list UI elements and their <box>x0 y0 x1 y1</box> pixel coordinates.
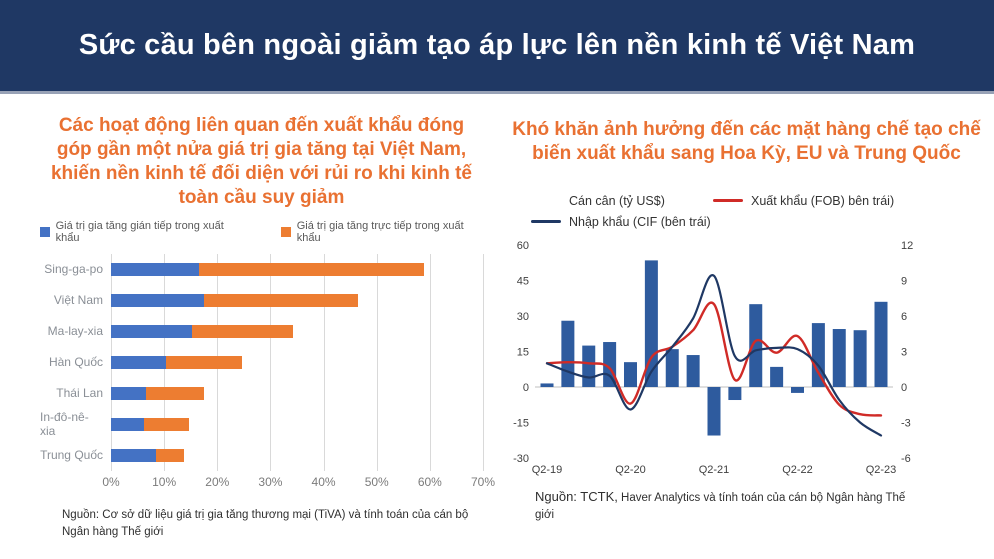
left-axis-tick: 30 <box>516 310 529 323</box>
bar-segment <box>146 387 204 400</box>
balance-bar <box>561 321 574 387</box>
left-chart-x-axis <box>102 473 496 491</box>
balance-bar <box>854 330 867 387</box>
x-tick-label: Q2-19 <box>531 463 563 476</box>
legend-item-balance <box>531 194 713 208</box>
category-label: Việt Nam <box>53 293 103 308</box>
right-axis-tick: -6 <box>901 452 911 465</box>
x-tick-label: 40% <box>311 474 336 489</box>
right-panel <box>497 94 994 541</box>
right-chart-legend <box>531 194 988 229</box>
bar-segment <box>204 294 358 307</box>
legend-item-exports <box>713 194 988 208</box>
category-label: Thái Lan <box>56 386 103 401</box>
right-chart-source <box>535 487 915 525</box>
bar-row <box>111 378 483 409</box>
bar-segment <box>111 294 204 307</box>
balance-bar-swatch <box>531 195 561 206</box>
right-axis-tick: 9 <box>901 275 908 288</box>
export-line-swatch <box>713 199 743 202</box>
x-tick-label: 20% <box>205 474 230 489</box>
category-label: Ma-lay-xia <box>47 324 103 339</box>
slide-header <box>0 0 994 94</box>
left-axis-tick: -30 <box>513 452 529 465</box>
bar-row <box>111 285 483 316</box>
left-chart-legend <box>40 219 483 244</box>
balance-bar <box>666 349 679 387</box>
balance-bar <box>708 387 721 436</box>
legend-label: Giá trị gia tăng gián tiếp trong xuất khẩu <box>55 219 224 244</box>
x-tick-label: 10% <box>152 474 177 489</box>
bar-plot-area <box>111 254 483 471</box>
bar-segment <box>166 356 242 369</box>
left-axis-tick: 45 <box>516 275 529 288</box>
right-chart-title: Khó khăn ảnh hưởng đến các mặt hàng chế tạo chế biến xuất khẩu sang Hoa Kỳ, EU và Trung Quốc <box>512 119 981 164</box>
legend-swatch <box>40 227 50 237</box>
x-tick-label: 50% <box>364 474 389 489</box>
left-axis-tick: -15 <box>513 417 529 430</box>
balance-bar <box>875 302 888 387</box>
bar-segment <box>111 263 199 276</box>
right-axis-tick: -3 <box>901 417 911 430</box>
right-axis-tick: 3 <box>901 346 908 359</box>
left-chart-source: Nguồn: Cơ sở dữ liệu giá trị gia tăng thương mại (TiVA) và tính toán của cán bộ Ngân hàng Thế giới <box>62 508 469 538</box>
stacked-bar <box>111 325 293 338</box>
bar-segment <box>111 387 146 400</box>
legend-item <box>40 220 243 244</box>
category-label: Trung Quốc <box>40 448 103 463</box>
legend-label: Nhập khẩu (CIF (bên trái) <box>569 214 711 229</box>
balance-bar <box>749 304 762 387</box>
stacked-bar-chart <box>40 254 483 471</box>
balance-bar <box>541 383 554 387</box>
category-label: Hàn Quốc <box>48 355 103 370</box>
balance-bar <box>833 329 846 387</box>
legend-swatch <box>281 227 291 237</box>
gridline <box>483 254 484 471</box>
balance-bar <box>770 367 783 387</box>
legend-label: Xuất khẩu (FOB) bên trái) <box>751 193 895 208</box>
balance-bar <box>582 345 595 386</box>
x-tick-label: Q2-21 <box>698 463 730 476</box>
bar-segment <box>156 449 184 462</box>
balance-bar <box>728 387 741 400</box>
x-tick-label: Q2-20 <box>615 463 646 476</box>
bar-segment <box>111 418 144 431</box>
x-tick-label: 60% <box>417 474 442 489</box>
stacked-bar <box>111 449 184 462</box>
right-axis-tick: 12 <box>901 239 914 252</box>
balance-bar <box>687 355 700 387</box>
bar-row <box>111 316 483 347</box>
slide-body <box>0 94 994 541</box>
category-labels <box>40 254 111 471</box>
slide-title: Sức cầu bên ngoài giảm tạo áp lực lên nền kinh tế Việt Nam <box>78 29 916 61</box>
x-tick-label: 30% <box>258 474 283 489</box>
bar-row <box>111 254 483 285</box>
right-axis-tick: 6 <box>901 310 908 323</box>
category-label: Sing-ga-po <box>44 262 103 277</box>
category-label: In-đô-nê-xia <box>40 410 89 439</box>
legend-item <box>281 220 483 244</box>
bar-segment <box>144 418 189 431</box>
balance-bar <box>624 362 637 387</box>
legend-label: Cán cân (tỷ US$) <box>569 193 665 208</box>
left-axis-tick: 15 <box>516 346 529 359</box>
bar-row <box>111 347 483 378</box>
stacked-bar <box>111 356 242 369</box>
stacked-bar <box>111 294 358 307</box>
left-chart-title: Các hoạt động liên quan đến xuất khẩu đóng góp gần một nửa giá trị gia tăng tại Việt Nam, khiến nền kinh tế đối diện với rủi ro khi kinh tế toàn cầu suy giảm <box>50 115 472 208</box>
bar-segment <box>111 449 156 462</box>
bar-row <box>111 409 483 440</box>
left-axis-tick: 0 <box>522 381 529 394</box>
combo-chart <box>505 237 987 485</box>
x-tick-label: Q2-22 <box>782 463 813 476</box>
bar-segment <box>111 356 166 369</box>
legend-label: Giá trị gia tăng trực tiếp trong xuất khẩu <box>296 219 464 244</box>
stacked-bar <box>111 387 204 400</box>
legend-item-imports <box>531 215 713 229</box>
bar-segment <box>192 325 293 338</box>
bar-segment <box>111 325 192 338</box>
bar-row <box>111 440 483 471</box>
right-axis-tick: 0 <box>901 381 908 394</box>
stacked-bar <box>111 263 424 276</box>
x-tick-label: Q2-23 <box>865 463 897 476</box>
source-lead: Nguồn: TCTK, <box>535 488 618 504</box>
left-axis-tick: 60 <box>516 239 529 252</box>
left-panel <box>0 94 497 541</box>
balance-bar <box>791 387 804 393</box>
balance-bar <box>812 323 825 387</box>
stacked-bar <box>111 418 189 431</box>
import-line-swatch <box>531 220 561 223</box>
source-rest: Haver Analytics và tính toán của cán bộ Ngân hàng Thế giới <box>535 491 906 522</box>
x-tick-label: 70% <box>470 474 496 489</box>
bar-segment <box>199 263 423 276</box>
x-tick-label: 0% <box>102 474 120 489</box>
